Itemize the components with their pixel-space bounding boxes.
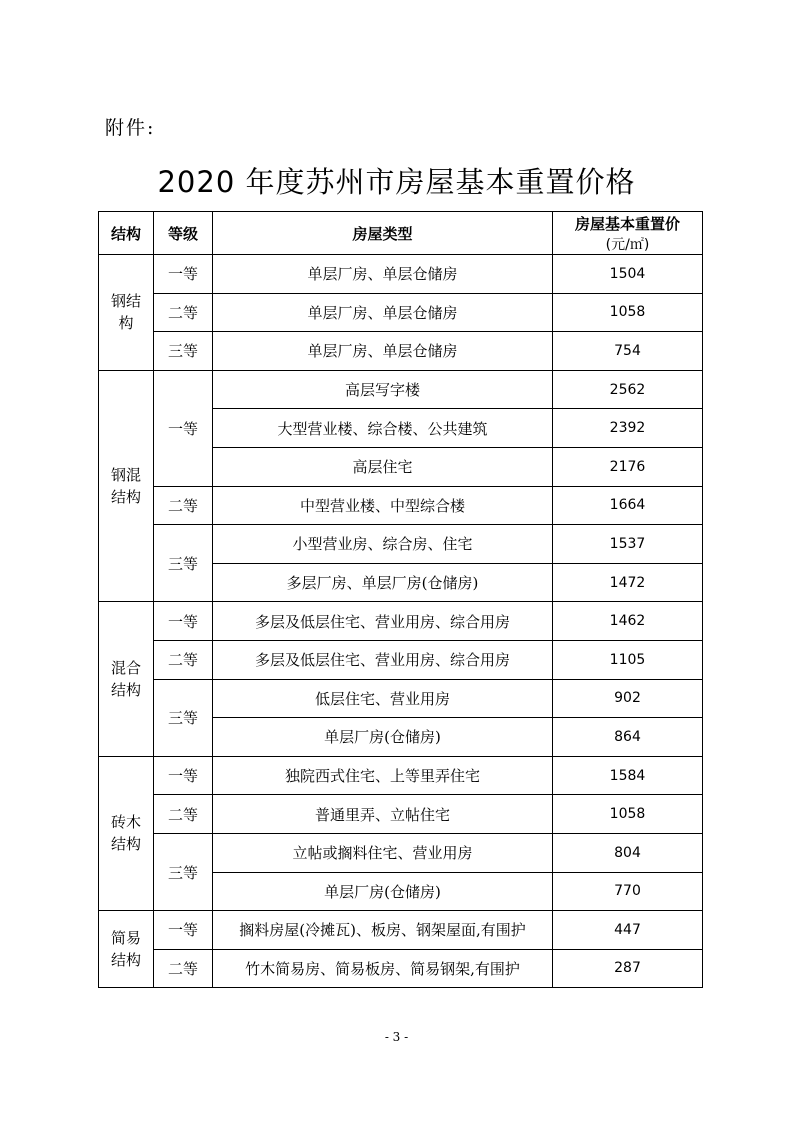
header-type: 房屋类型 (213, 212, 553, 255)
type-cell: 单层厂房、单层仓储房 (213, 293, 553, 332)
type-cell: 竹木简易房、简易板房、简易钢架,有围护 (213, 949, 553, 988)
grade-cell: 二等 (154, 949, 213, 988)
type-cell: 单层厂房、单层仓储房 (213, 332, 553, 371)
grade-cell: 一等 (154, 911, 213, 950)
price-cell: 1105 (553, 640, 703, 679)
price-table (98, 211, 703, 988)
price-cell: 770 (553, 872, 703, 911)
structure-label: 简易 结构 (110, 928, 141, 970)
type-cell: 小型营业房、综合房、住宅 (213, 525, 553, 564)
table-row (99, 949, 703, 988)
table-row (99, 486, 703, 525)
table-row (99, 640, 703, 679)
price-cell: 1504 (553, 255, 703, 294)
table-row (99, 679, 703, 718)
grade-cell: 二等 (154, 640, 213, 679)
type-cell: 独院西式住宅、上等里弄住宅 (213, 756, 553, 795)
attachment-label: 附件: (105, 117, 156, 139)
table-row (99, 795, 703, 834)
table-row (99, 332, 703, 371)
price-cell: 804 (553, 833, 703, 872)
structure-cell (99, 602, 154, 756)
structure-cell (99, 255, 154, 371)
price-cell: 2562 (553, 370, 703, 409)
price-cell: 1472 (553, 563, 703, 602)
structure-label: 钢结 构 (110, 291, 141, 333)
type-cell: 单层厂房(仓储房) (213, 718, 553, 757)
table-row (99, 833, 703, 872)
grade-cell: 三等 (154, 679, 213, 756)
price-cell: 902 (553, 679, 703, 718)
type-cell: 中型营业楼、中型综合楼 (213, 486, 553, 525)
price-cell: 2392 (553, 409, 703, 448)
grade-cell: 一等 (154, 370, 213, 486)
header-grade: 等级 (154, 212, 213, 255)
grade-cell: 二等 (154, 293, 213, 332)
type-cell: 大型营业楼、综合楼、公共建筑 (213, 409, 553, 448)
type-cell: 多层及低层住宅、营业用房、综合用房 (213, 640, 553, 679)
grade-cell: 三等 (154, 833, 213, 910)
price-cell: 754 (553, 332, 703, 371)
header-price (553, 212, 703, 255)
price-cell: 864 (553, 718, 703, 757)
type-cell: 高层住宅 (213, 447, 553, 486)
type-cell: 低层住宅、营业用房 (213, 679, 553, 718)
price-cell: 287 (553, 949, 703, 988)
type-cell: 普通里弄、立帖住宅 (213, 795, 553, 834)
page-title: 2020 年度苏州市房屋基本重置价格 (157, 165, 636, 199)
table-row (99, 602, 703, 641)
header-price-unit: (元/㎡) (605, 236, 650, 253)
header-price-label: 房屋基本重置价 (574, 214, 680, 233)
table-row (99, 370, 703, 409)
grade-cell: 三等 (154, 525, 213, 602)
price-cell: 447 (553, 911, 703, 950)
table-header-row (99, 212, 703, 255)
structure-label: 混合 结构 (110, 658, 141, 700)
table-row (99, 255, 703, 294)
type-cell: 高层写字楼 (213, 370, 553, 409)
page-number: - 3 - (384, 1030, 409, 1044)
grade-cell: 三等 (154, 332, 213, 371)
price-cell: 2176 (553, 447, 703, 486)
structure-label: 砖木 结构 (110, 812, 141, 854)
grade-cell: 一等 (154, 255, 213, 294)
type-cell: 立帖或搁料住宅、营业用房 (213, 833, 553, 872)
grade-cell: 一等 (154, 602, 213, 641)
grade-cell: 二等 (154, 795, 213, 834)
type-cell: 搁料房屋(冷摊瓦)、板房、钢架屋面,有围护 (213, 911, 553, 950)
structure-label: 钢混 结构 (110, 465, 141, 507)
table-row (99, 756, 703, 795)
type-cell: 单层厂房(仓储房) (213, 872, 553, 911)
table-row (99, 293, 703, 332)
type-cell: 多层厂房、单层厂房(仓储房) (213, 563, 553, 602)
price-cell: 1058 (553, 795, 703, 834)
price-cell: 1462 (553, 602, 703, 641)
grade-cell: 二等 (154, 486, 213, 525)
price-cell: 1537 (553, 525, 703, 564)
header-structure: 结构 (99, 212, 154, 255)
price-cell: 1584 (553, 756, 703, 795)
grade-cell: 一等 (154, 756, 213, 795)
table-row (99, 525, 703, 564)
price-cell: 1664 (553, 486, 703, 525)
price-cell: 1058 (553, 293, 703, 332)
type-cell: 单层厂房、单层仓储房 (213, 255, 553, 294)
structure-cell (99, 756, 154, 910)
type-cell: 多层及低层住宅、营业用房、综合用房 (213, 602, 553, 641)
structure-cell (99, 911, 154, 988)
table-row (99, 911, 703, 950)
structure-cell (99, 370, 154, 602)
